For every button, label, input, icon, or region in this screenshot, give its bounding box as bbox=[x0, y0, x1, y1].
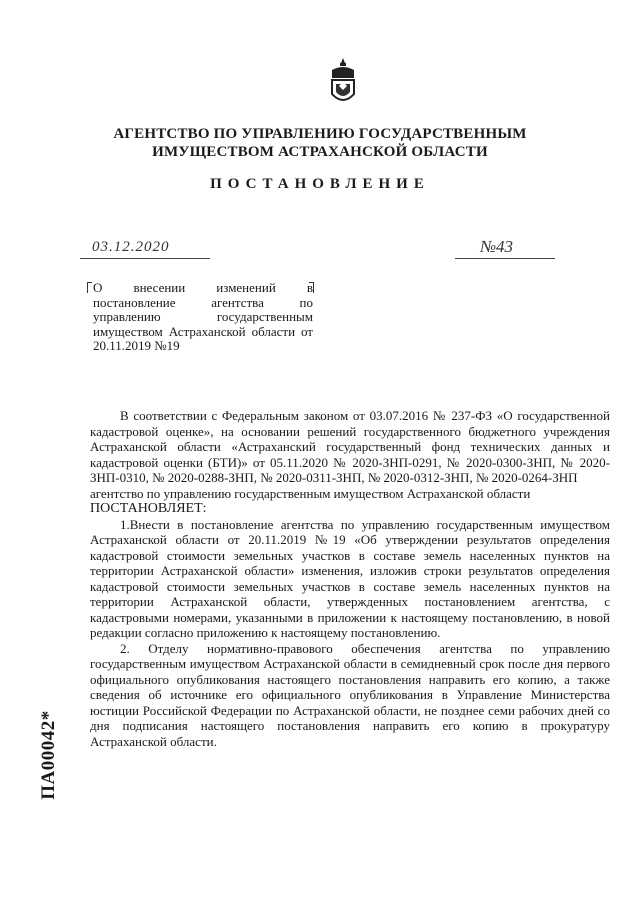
agency-name-line2: ИМУЩЕСТВОМ АСТРАХАНСКОЙ ОБЛАСТИ bbox=[152, 144, 488, 160]
registration-stamp bbox=[32, 670, 66, 840]
clause-2: 2. Отделу нормативно-правового обеспечения агентства по управлению государственным имуществом Астраханской области в семидневный срок после дня первого официального опубликования настоящего постановления направить его копию, а также сведения об источнике его официального опубликования в Управление Министерства юстиции Российской Федерации по Астраханской области, не позднее семи рабочих дней со дня подписания настоящего постановления направить его копию в прокуратуру Астраханской области. bbox=[90, 640, 610, 749]
number-underline bbox=[455, 258, 555, 259]
document-number: №43 bbox=[480, 237, 514, 256]
document-type-title: ПОСТАНОВЛЕНИЕ bbox=[210, 176, 430, 192]
agency-line: агентство по управлению государственным имуществом Астраханской области bbox=[90, 485, 531, 501]
document-body bbox=[90, 408, 610, 749]
document-subject: О внесении изменений в постановление агентства по управлению государственным имуществом Астраханской области от 20.11.2019 №19 bbox=[93, 280, 313, 353]
agency-name-line1: АГЕНТСТВО ПО УПРАВЛЕНИЮ ГОСУДАРСТВЕННЫМ bbox=[113, 126, 527, 142]
preamble-paragraph: В соответствии с Федеральным законом от 03.07.2016 № 237-ФЗ «О государственной кадастровой оценке», на основании решений государственного бюджетного учреждения Астраханской области «Астраханский государственный фонд технических данных и кадастровой оценки (БТИ)» от 05.11.2020 № 2020-ЗНП-0291, № 2020-0300-ЗНП, № 2020-ЗНП-0310, № 2020-0288-ЗНП, № 2020-0311-ЗНП, № 2020-0312-ЗНП, № 2020-0264-ЗНП bbox=[90, 408, 610, 485]
coat-of-arms-icon bbox=[326, 56, 360, 110]
clause-1: 1.Внести в постановление агентства по управлению государственным имуществом Астраханской области от 20.11.2019 №19 «Об утверждении результатов определения кадастровой стоимости земельных участков в составе земель населенных пунктов на территории Астраханской области» изменения, изложив строки результатов определения кадастровой стоимости земельных участков в составе земель населенных пунктов на территории Астраханской области, утвержденных постановлением агентства, с кадастровыми номерами, указанными в приложении к настоящему постановлению, в новой редакции согласно приложению к настоящему постановлению. bbox=[90, 516, 610, 640]
document-date: 03.12.2020 bbox=[92, 239, 170, 255]
registration-stamp-text: ПА00042* bbox=[38, 710, 59, 800]
date-underline bbox=[80, 258, 210, 259]
agency-name bbox=[0, 125, 640, 161]
subject-bracket-left bbox=[87, 282, 92, 293]
decree-word: ПОСТАНОВЛЯЕТ: bbox=[90, 501, 207, 516]
